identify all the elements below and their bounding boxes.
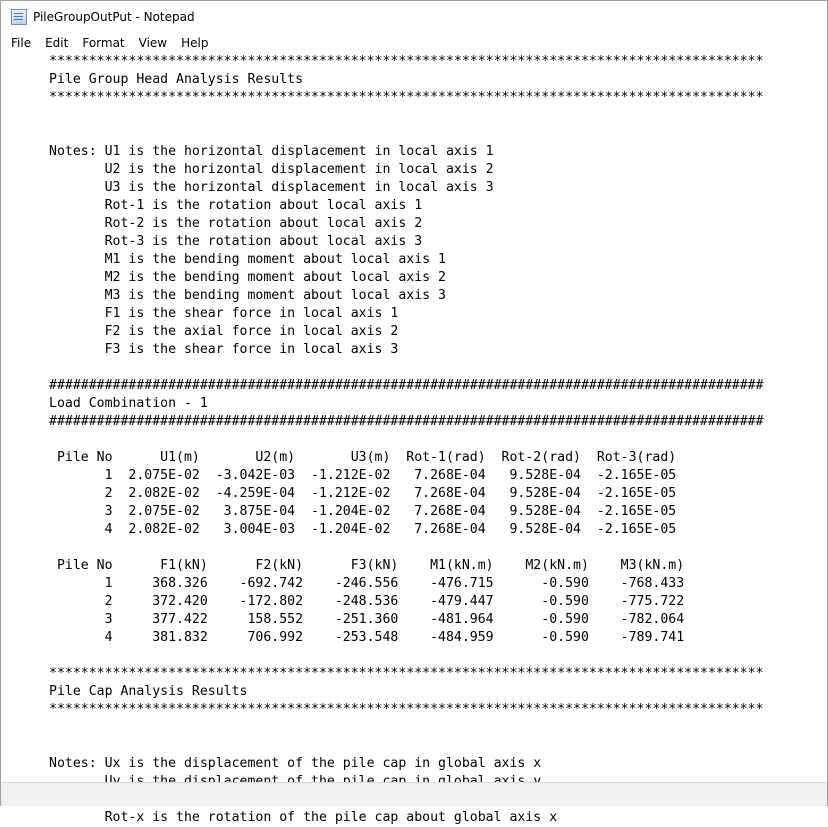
text-line (49, 107, 764, 125)
text-line: F3 is the shear force in local axis 3 (49, 342, 399, 357)
text-line: M3 is the bending moment about local axis 3 (49, 288, 446, 303)
text-line (49, 359, 764, 377)
menu-format[interactable]: Format (82, 36, 125, 50)
text-line: F1 is the shear force in local axis 1 (49, 306, 399, 321)
text-line: Notes: Ux is the displacement of the pile cap in global axis x (49, 756, 542, 771)
text-line: 1 368.326 -692.742 -246.556 -476.715 -0.590 -768.433 (49, 576, 685, 591)
window-title: PileGroupOutPut - Notepad (33, 10, 195, 24)
text-line: ****************************************************************************************** (49, 54, 764, 69)
title-bar[interactable] (1, 1, 827, 33)
text-line (49, 431, 764, 449)
text-line: 4 2.082E-02 3.004E-03 -1.204E-02 7.268E-04 9.528E-04 -2.165E-05 (49, 522, 677, 537)
text-line: 3 377.422 158.552 -251.360 -481.964 -0.590 -782.064 (49, 612, 685, 627)
text-line: U2 is the horizontal displacement in local axis 2 (49, 162, 494, 177)
text-line (49, 647, 764, 665)
text-line (49, 539, 764, 557)
status-bar (1, 782, 827, 806)
text-line: Notes: U1 is the horizontal displacement in local axis 1 (49, 144, 494, 159)
text-line: Pile Cap Analysis Results (49, 684, 248, 699)
text-line: Rot-2 is the rotation about local axis 2 (49, 216, 423, 231)
text-line (49, 125, 764, 143)
text-line: 2 2.082E-02 -4.259E-04 -1.212E-02 7.268E-04 9.528E-04 -2.165E-05 (49, 486, 677, 501)
text-line: Rot-x is the rotation of the pile cap about global axis x (49, 810, 558, 825)
document-text[interactable] (49, 53, 764, 827)
text-line: F2 is the axial force in local axis 2 (49, 324, 399, 339)
text-line: 4 381.832 706.992 -253.548 -484.959 -0.590 -789.741 (49, 630, 685, 645)
menu-help[interactable]: Help (181, 36, 209, 50)
text-line: U3 is the horizontal displacement in local axis 3 (49, 180, 494, 195)
text-line: M2 is the bending moment about local axis 2 (49, 270, 446, 285)
text-line: 3 2.075E-02 3.875E-04 -1.204E-02 7.268E-04 9.528E-04 -2.165E-05 (49, 504, 677, 519)
text-line: Pile No F1(kN) F2(kN) F3(kN) M1(kN.m) M2(kN.m) M3(kN.m) (49, 558, 685, 573)
menu-file[interactable]: File (11, 36, 32, 50)
menu-view[interactable]: View (138, 36, 168, 50)
text-line: Load Combination - 1 (49, 396, 208, 411)
text-line: M1 is the bending moment about local axis 1 (49, 252, 446, 267)
menu-edit[interactable]: Edit (45, 36, 69, 50)
text-line (49, 737, 764, 755)
text-line: Pile No U1(m) U2(m) U3(m) Rot-1(rad) Rot-2(rad) Rot-3(rad) (49, 450, 677, 465)
text-editor[interactable] (1, 53, 827, 825)
menu-bar (1, 33, 827, 53)
text-line: ########################################################################################## (49, 414, 764, 429)
text-line (49, 719, 764, 737)
text-line: Rot-3 is the rotation about local axis 3 (49, 234, 423, 249)
text-line: Rot-1 is the rotation about local axis 1 (49, 198, 423, 213)
text-line: 1 2.075E-02 -3.042E-03 -1.212E-02 7.268E-04 9.528E-04 -2.165E-05 (49, 468, 677, 483)
notepad-icon (11, 9, 27, 25)
text-line: Pile Group Head Analysis Results (49, 72, 304, 87)
text-line: ########################################################################################## (49, 378, 764, 393)
text-line: ****************************************************************************************** (49, 666, 764, 681)
text-line: ****************************************************************************************** (49, 702, 764, 717)
text-line: ****************************************************************************************** (49, 90, 764, 105)
text-line: 2 372.420 -172.802 -248.536 -479.447 -0.590 -775.722 (49, 594, 685, 609)
